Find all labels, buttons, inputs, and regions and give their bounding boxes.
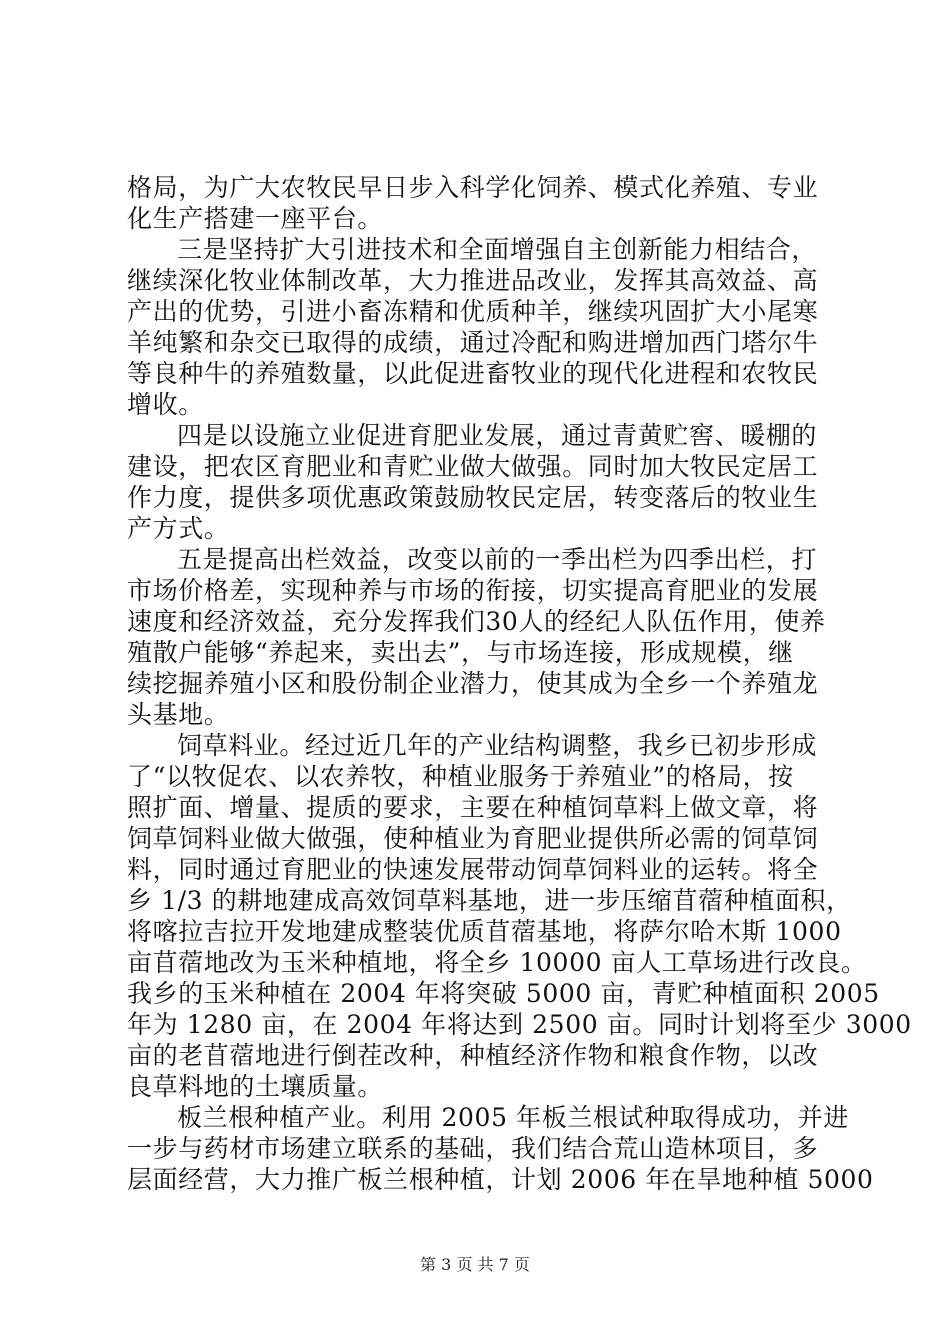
text-line: 羊纯繁和杂交已取得的成绩，通过冷配和购进增加西门塔尔牛 xyxy=(127,328,819,357)
text-line: 亩的老苜蓿地进行倒茬改种，种植经济作物和粮食作物，以改 xyxy=(127,1041,819,1070)
text-line: 年为 1280 亩，在 2004 年将达到 2500 亩。同时计划将至少 3000 xyxy=(127,1010,912,1039)
text-line: 市场价格差，实现种养与市场的衔接，切实提高育肥业的发展 xyxy=(127,576,819,605)
text-line: 将喀拉吉拉开发地建成整装优质苜蓿基地，将萨尔哈木斯 1000 xyxy=(127,917,842,946)
text-line: 产出的优势，引进小畜冻精和优质种羊，继续巩固扩大小尾寒 xyxy=(127,297,819,326)
text-line: 照扩面、增量、提质的要求，主要在种植饲草料上做文章，将 xyxy=(127,793,819,822)
paragraph-start-line: 三是坚持扩大引进技术和全面增强自主创新能力相结合， xyxy=(177,235,818,264)
text-line: 增收。 xyxy=(127,390,204,419)
paragraph-start-line: 板兰根种植产业。利用 2005 年板兰根试种取得成功，并进 xyxy=(177,1103,849,1132)
text-line: 作力度，提供多项优惠政策鼓励牧民定居，转变落后的牧业生 xyxy=(127,483,819,512)
text-line: 饲草饲料业做大做强，使种植业为育肥业提供所必需的饲草饲 xyxy=(127,824,819,853)
text-line: 头基地。 xyxy=(127,700,230,729)
text-line: 继续深化牧业体制改革，大力推进品改业，发挥其高效益、高 xyxy=(127,266,819,295)
paragraph-start-line: 四是以设施立业促进育肥业发展，通过青黄贮窖、暖棚的 xyxy=(177,421,818,450)
text-line: 乡 1/3 的耕地建成高效饲草料基地，进一步压缩苜蓿种植面积， xyxy=(127,886,852,915)
paragraph-start-line: 饲草料业。经过近几年的产业结构调整，我乡已初步形成 xyxy=(177,731,818,760)
paragraph-start-line: 五是提高出栏效益，改变以前的一季出栏为四季出栏，打 xyxy=(177,545,818,574)
text-line: 建设，把农区育肥业和青贮业做大做强。同时加大牧民定居工 xyxy=(127,452,819,481)
text-line: 速度和经济效益，充分发挥我们30人的经纪人队伍作用，使养 xyxy=(127,607,826,636)
text-line: 产方式。 xyxy=(127,514,230,543)
page-footer: 第 3 页 共 7 页 xyxy=(420,1255,530,1274)
text-line: 料，同时通过育肥业的快速发展带动饲草饲料业的运转。将全 xyxy=(127,855,819,884)
text-line: 亩苜蓿地改为玉米种植地，将全乡 10000 亩人工草场进行改良。 xyxy=(127,948,867,977)
text-line: 一步与药材市场建立联系的基础，我们结合荒山造林项目，多 xyxy=(127,1134,819,1163)
text-line: 续挖掘养殖小区和股份制企业潜力，使其成为全乡一个养殖龙 xyxy=(127,669,819,698)
text-line: 良草料地的土壤质量。 xyxy=(127,1072,384,1101)
text-line: 等良种牛的养殖数量，以此促进畜牧业的现代化进程和农牧民 xyxy=(127,359,819,388)
text-line: 我乡的玉米种植在 2004 年将突破 5000 亩，青贮种植面积 2005 xyxy=(127,979,880,1008)
text-line: 化生产搭建一座平台。 xyxy=(127,204,384,233)
document-body xyxy=(127,172,912,1195)
text-line: 了“以牧促农、以农养牧，种植业服务于养殖业”的格局，按 xyxy=(127,762,794,791)
text-line: 殖散户能够“养起来，卖出去”，与市场连接，形成规模，继 xyxy=(127,638,794,667)
text-line: 格局，为广大农牧民早日步入科学化饲养、模式化养殖、专业 xyxy=(127,173,819,202)
text-line: 层面经营，大力推广板兰根种植，计划 2006 年在旱地种植 5000 xyxy=(127,1165,874,1194)
